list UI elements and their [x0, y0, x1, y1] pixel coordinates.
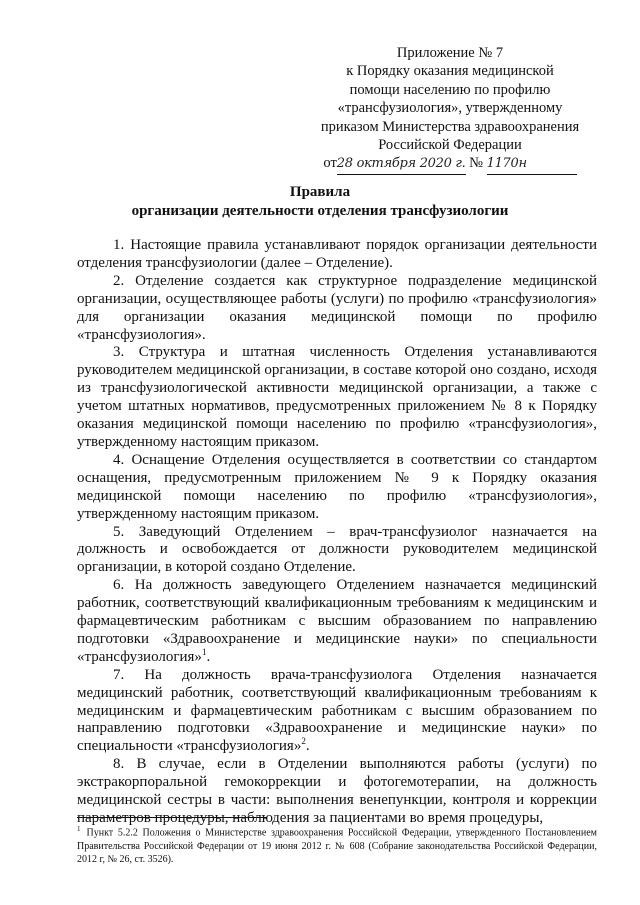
footnote-text: Пункт 5.2.2 Положения о Министерстве здравоохранения Российской Федерации, утвержденного Постановлением Правительства Российской Федерации от 19 июня 2012 г. № 608 (Собрание законодательства Российской Федерации, 2012 г, № 26, ст. 3526).	[77, 827, 597, 866]
paragraph-6	[77, 577, 597, 667]
order-prefix: от	[323, 155, 337, 172]
title-line-1: Правила	[289, 184, 351, 200]
footnote-number: 1	[77, 825, 81, 833]
footnote	[77, 823, 597, 867]
order-reference	[300, 154, 600, 174]
order-number-underline	[487, 154, 577, 174]
document-title	[0, 183, 640, 220]
appendix-header	[300, 44, 600, 175]
appendix-line-2: к Порядку оказания медицинской	[346, 63, 554, 80]
paragraph-7-tail: .	[305, 738, 310, 755]
paragraph-7-text: 7. На должность врача-трансфузиолога Отделения назначается медицинский работник, соответствующий квалификационным требованиям к медицинским и фармацевтическим работникам с высшим образованием по направлению подготовки «Здравоохранение и медицинские науки» по специальности «трансфузиология»	[77, 666, 597, 755]
appendix-line-6: Российской Федерации	[378, 137, 522, 154]
appendix-line-4: «трансфузиология», утвержденному	[337, 100, 563, 117]
document-body	[77, 237, 597, 828]
title-line-2: организации деятельности отделения трансфузиологии	[131, 202, 509, 219]
paragraph-6-tail: .	[206, 648, 211, 665]
paragraph-7	[77, 667, 597, 757]
paragraph-5: 5. Заведующий Отделением – врач-трансфузиолог назначается на должность и освобождается от должности руководителем медицинской организации, в которой создано Отделение.	[77, 523, 597, 576]
paragraph-3: 3. Структура и штатная численность Отделения устанавливаются руководителем медицинской организации, в составе которой оно создано, исходя из трансфузиологической активности медицинской организации, а также с учетом штатных нормативов, предусмотренных приложением № 8 к Порядку оказания медицинской помощи населению по профилю «трансфузиология», утвержденному настоящим приказом.	[77, 344, 597, 450]
order-number-handwritten: 1170н	[486, 156, 527, 172]
paragraph-6-text: 6. На должность заведующего Отделением назначается медицинский работник, соответствующий квалификационным требованиям к медицинским и фармацевтическим работникам с высшим образованием по направлению подготовки «Здравоохранение и медицинские науки» по специальности «трансфузиология»	[77, 577, 597, 665]
paragraph-4: 4. Оснащение Отделения осуществляется в соответствии со стандартом оснащения, предусмотренным приложением № 9 к Порядку оказания медицинской помощи населению по профилю «трансфузиология», утвержденному настоящим приказом.	[77, 451, 597, 522]
appendix-line-5: приказом Министерства здравоохранения	[320, 118, 580, 135]
paragraph-1: 1. Настоящие правила устанавливают порядок организации деятельности отделения трансфузиологии (далее – Отделение).	[77, 237, 597, 271]
appendix-number: Приложение № 7	[396, 45, 504, 61]
footnote-ref-2: 2	[301, 736, 306, 747]
footnote-ref-1: 1	[201, 646, 207, 657]
paragraph-2: 2. Отделение создается как структурное подразделение медицинской организации, осуществляющее работы (услуги) по профилю «трансфузиология» для организации оказания медицинской помощи по профилю «трансфузиология».	[77, 272, 597, 343]
order-date-underline	[337, 154, 466, 174]
appendix-line-3: помощи населению по профилю	[349, 81, 551, 98]
paragraph-8: 8. В случае, если в Отделении выполняются работы (услуги) по экстракорпоральной гемокоррекции и фотогемотерапии, на должность медицинской сестры в части: выполнения венепункции, контроля и коррекции параметров процедуры, наблюдения за пациентами во время процедуры,	[77, 756, 597, 826]
footnote-divider	[77, 817, 267, 818]
order-number-label: №	[469, 155, 483, 172]
order-date-handwritten: 28 октября 2020 г.	[336, 156, 466, 172]
